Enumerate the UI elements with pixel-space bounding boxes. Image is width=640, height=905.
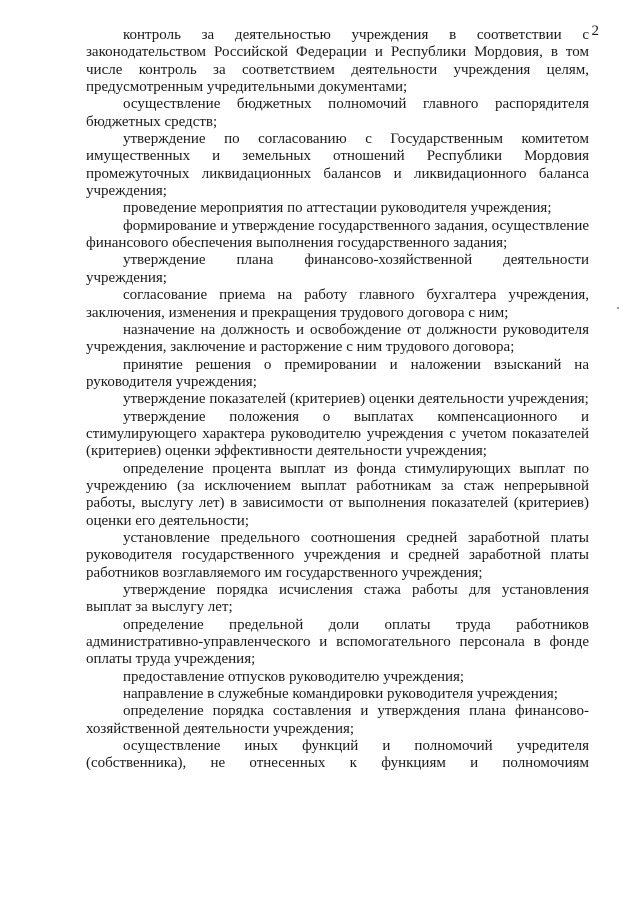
paragraph-performance-criteria: утверждение показателей (критериев) оценки деятельности учреждения; — [123, 391, 589, 408]
paragraph-salary-ratio: установление предельного соотношения средней заработной платы руководителя государственного учреждения и средней заработной платы работников возглавляемого им государственного учреждения; — [86, 529, 589, 581]
page-number: 2 — [591, 23, 599, 39]
paragraph-bonuses-penalties: принятие решения о премировании и наложении взысканий на руководителя учреждения; — [86, 356, 589, 390]
paragraph-business-trips: направление в служебные командировки руководителя учреждения; — [123, 686, 558, 703]
paragraph-seniority-procedure: утверждение порядка исчисления стажа работы для установления выплат за выслугу лет; — [86, 582, 589, 616]
paragraph-payroll-share: определение предельной доли оплаты труда работников административно-управленческого и вспомогательного персонала в фонде оплаты труда учреждения; — [86, 616, 589, 668]
paragraph-control: контроль за деятельностью учреждения в соответствии с законодательством Российской Федерации и Республики Мордовия, в том числе контроль за соответствием деятельности учреждения целям, предусмотренным учредительными документами; — [86, 27, 589, 96]
paragraph-director-appointment: назначение на должность и освобождение от должности руководителя учреждения, заключение и расторжение с ним трудового договора; — [86, 321, 589, 356]
paragraph-compensation-regulation: утверждение положения о выплатах компенсационного и стимулирующего характера руководителю учреждения с учетом показателей (критериев) оценки эффективности деятельности учреждения; — [86, 408, 589, 460]
paragraph-attestation: проведение мероприятия по аттестации руководителя учреждения; — [123, 200, 552, 217]
paragraph-chief-accountant: согласование приема на работу главного бухгалтера учреждения, заключения, изменения и прекращения трудового договора с ним; — [86, 287, 589, 321]
paragraph-budget-powers: осуществление бюджетных полномочий главного распорядителя бюджетных средств; — [86, 96, 589, 130]
paragraph-state-assignment: формирование и утверждение государственного задания, осуществление финансового обеспечения выполнения государственного задания; — [86, 217, 589, 252]
paragraph-financial-plan: утверждение плана финансово-хозяйственной деятельности учреждения; — [86, 252, 589, 286]
paragraph-incentive-percentage: определение процента выплат из фонда стимулирующих выплат по учреждению (за исключением выплат работникам за стаж непрерывной работы, выслугу лет) в зависимости от выполнения показателей (критериев) оценки его деятельности; — [86, 460, 589, 529]
paragraph-leave: предоставление отпусков руководителю учреждения; — [123, 668, 465, 685]
paragraph-liquidation-balances: утверждение по согласованию с Государственным комитетом имущественных и земельных отношений Республики Мордовия промежуточных ликвидационных балансов и ликвидационного баланса учреждения; — [86, 131, 589, 200]
scan-artifact-dot — [617, 307, 619, 309]
document-body — [86, 27, 589, 773]
paragraph-plan-procedure: определение порядка составления и утверждения плана финансово-хозяйственной деятельности учреждения; — [86, 703, 589, 737]
paragraph-other-functions: осуществление иных функций и полномочий учредителя (собственника), не отнесенных к функциям и полномочиям — [86, 738, 589, 772]
